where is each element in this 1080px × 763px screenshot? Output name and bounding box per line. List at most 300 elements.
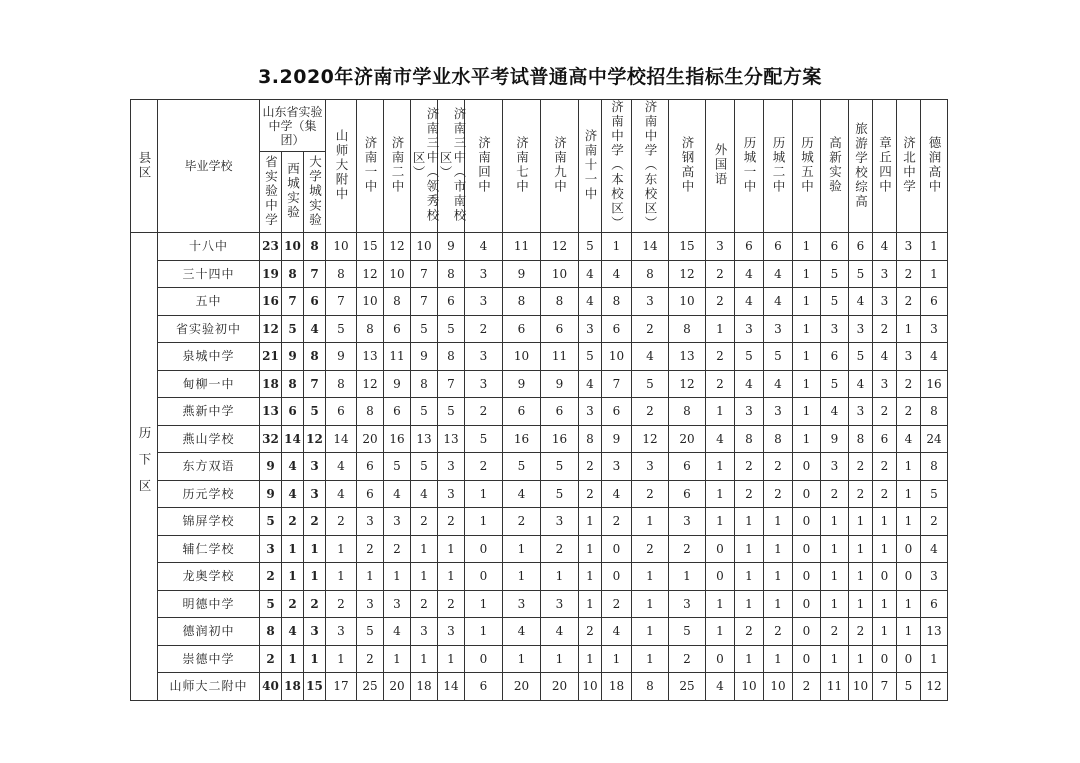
value-cell: 2: [706, 260, 735, 288]
value-cell: 11: [541, 343, 579, 371]
value-cell: 4: [282, 453, 304, 481]
value-cell: 3: [260, 535, 282, 563]
value-cell: 1: [503, 563, 541, 591]
value-cell: 0: [793, 535, 821, 563]
value-cell: 17: [326, 673, 357, 701]
value-cell: 1: [793, 288, 821, 316]
value-cell: 6: [384, 398, 411, 426]
table-row: [131, 233, 948, 261]
value-cell: 5: [921, 480, 948, 508]
value-cell: 0: [465, 535, 503, 563]
value-cell: 3: [602, 453, 632, 481]
value-cell: 4: [873, 233, 897, 261]
value-cell: 3: [849, 315, 873, 343]
col-header: 济南二中: [384, 100, 411, 233]
value-cell: 1: [602, 233, 632, 261]
value-cell: 1: [632, 645, 669, 673]
value-cell: 14: [282, 425, 304, 453]
value-cell: 25: [357, 673, 384, 701]
value-cell: 6: [503, 315, 541, 343]
value-cell: 14: [632, 233, 669, 261]
value-cell: 16: [384, 425, 411, 453]
value-cell: 14: [438, 673, 465, 701]
value-cell: 0: [793, 453, 821, 481]
value-cell: 11: [503, 233, 541, 261]
value-cell: 1: [735, 590, 764, 618]
value-cell: 5: [438, 398, 465, 426]
value-cell: 1: [579, 563, 602, 591]
table-row: [131, 288, 948, 316]
value-cell: 5: [669, 618, 706, 646]
value-cell: 5: [764, 343, 793, 371]
value-cell: 3: [821, 315, 849, 343]
value-cell: 2: [821, 618, 849, 646]
value-cell: 5: [384, 453, 411, 481]
value-cell: 5: [579, 233, 602, 261]
district-header: 县区: [131, 100, 158, 233]
value-cell: 8: [357, 315, 384, 343]
value-cell: 5: [503, 453, 541, 481]
value-cell: 1: [793, 233, 821, 261]
value-cell: 15: [304, 673, 326, 701]
value-cell: 3: [921, 563, 948, 591]
value-cell: 1: [326, 535, 357, 563]
value-cell: 14: [326, 425, 357, 453]
value-cell: 6: [873, 425, 897, 453]
value-cell: 1: [282, 563, 304, 591]
value-cell: 8: [304, 343, 326, 371]
value-cell: 12: [541, 233, 579, 261]
value-cell: 4: [873, 343, 897, 371]
group-sub-header: 大学城实验: [304, 152, 326, 233]
school-name-cell: 东方双语: [158, 453, 260, 481]
value-cell: 2: [821, 480, 849, 508]
value-cell: 1: [632, 618, 669, 646]
value-cell: 0: [873, 563, 897, 591]
value-cell: 2: [579, 453, 602, 481]
value-cell: 3: [579, 315, 602, 343]
value-cell: 6: [541, 315, 579, 343]
value-cell: 25: [669, 673, 706, 701]
table-row: [131, 563, 948, 591]
value-cell: 12: [921, 673, 948, 701]
value-cell: 2: [735, 480, 764, 508]
value-cell: 5: [541, 480, 579, 508]
value-cell: 3: [921, 315, 948, 343]
value-cell: 8: [438, 260, 465, 288]
value-cell: 9: [326, 343, 357, 371]
value-cell: 8: [541, 288, 579, 316]
value-cell: 2: [897, 260, 921, 288]
value-cell: 2: [849, 618, 873, 646]
value-cell: 13: [669, 343, 706, 371]
value-cell: 1: [326, 563, 357, 591]
col-header: 章丘四中: [873, 100, 897, 233]
value-cell: 3: [465, 370, 503, 398]
value-cell: 8: [632, 260, 669, 288]
value-cell: 4: [282, 480, 304, 508]
value-cell: 8: [326, 260, 357, 288]
school-name-cell: 省实验初中: [158, 315, 260, 343]
table-row: [131, 370, 948, 398]
value-cell: 21: [260, 343, 282, 371]
value-cell: 1: [735, 645, 764, 673]
value-cell: 2: [632, 535, 669, 563]
value-cell: 0: [793, 480, 821, 508]
value-cell: 2: [326, 590, 357, 618]
col-header: 济南中学（本校区）: [602, 100, 632, 233]
col-header: 济南中学（东校区）: [632, 100, 669, 233]
value-cell: 5: [897, 673, 921, 701]
value-cell: 3: [304, 618, 326, 646]
table-row: [131, 453, 948, 481]
value-cell: 2: [764, 453, 793, 481]
value-cell: 3: [764, 398, 793, 426]
value-cell: 1: [764, 535, 793, 563]
value-cell: 10: [384, 260, 411, 288]
value-cell: 6: [821, 343, 849, 371]
value-cell: 1: [465, 508, 503, 536]
value-cell: 1: [821, 563, 849, 591]
school-name-cell: 锦屏学校: [158, 508, 260, 536]
value-cell: 4: [706, 425, 735, 453]
value-cell: 7: [602, 370, 632, 398]
value-cell: 10: [411, 233, 438, 261]
value-cell: 3: [735, 398, 764, 426]
table-row: [131, 398, 948, 426]
value-cell: 3: [849, 398, 873, 426]
value-cell: 13: [357, 343, 384, 371]
value-cell: 1: [735, 535, 764, 563]
value-cell: 1: [764, 563, 793, 591]
value-cell: 9: [821, 425, 849, 453]
value-cell: 2: [706, 370, 735, 398]
value-cell: 10: [764, 673, 793, 701]
value-cell: 4: [921, 535, 948, 563]
value-cell: 2: [602, 590, 632, 618]
table-row: [131, 508, 948, 536]
value-cell: 1: [821, 590, 849, 618]
value-cell: 4: [735, 260, 764, 288]
value-cell: 4: [541, 618, 579, 646]
value-cell: 1: [849, 563, 873, 591]
value-cell: 1: [706, 480, 735, 508]
value-cell: 1: [873, 508, 897, 536]
col-header: 外国语: [706, 100, 735, 233]
value-cell: 11: [821, 673, 849, 701]
value-cell: 4: [579, 260, 602, 288]
col-header: 济南一中: [357, 100, 384, 233]
col-header: 济南七中: [503, 100, 541, 233]
value-cell: 3: [541, 590, 579, 618]
value-cell: 1: [465, 480, 503, 508]
value-cell: 1: [411, 535, 438, 563]
school-name-cell: 山师大二附中: [158, 673, 260, 701]
value-cell: 9: [260, 480, 282, 508]
school-name-cell: 历元学校: [158, 480, 260, 508]
value-cell: 1: [897, 315, 921, 343]
col-header: 济北中学: [897, 100, 921, 233]
value-cell: 0: [897, 535, 921, 563]
value-cell: 7: [304, 370, 326, 398]
value-cell: 3: [503, 590, 541, 618]
value-cell: 4: [821, 398, 849, 426]
value-cell: 3: [357, 508, 384, 536]
value-cell: 0: [897, 645, 921, 673]
value-cell: 5: [326, 315, 357, 343]
col-header: 德润高中: [921, 100, 948, 233]
value-cell: 12: [260, 315, 282, 343]
district-cell: 历下区: [131, 233, 158, 701]
value-cell: 6: [282, 398, 304, 426]
col-header: 历城五中: [793, 100, 821, 233]
value-cell: 9: [384, 370, 411, 398]
value-cell: 10: [282, 233, 304, 261]
value-cell: 3: [873, 288, 897, 316]
value-cell: 13: [438, 425, 465, 453]
value-cell: 1: [706, 398, 735, 426]
value-cell: 15: [669, 233, 706, 261]
school-name-cell: 泉城中学: [158, 343, 260, 371]
value-cell: 8: [357, 398, 384, 426]
value-cell: 1: [793, 398, 821, 426]
value-cell: 2: [357, 535, 384, 563]
school-header: 毕业学校: [158, 100, 260, 233]
value-cell: 18: [260, 370, 282, 398]
value-cell: 7: [326, 288, 357, 316]
value-cell: 4: [602, 618, 632, 646]
value-cell: 2: [873, 315, 897, 343]
value-cell: 1: [897, 618, 921, 646]
value-cell: 4: [411, 480, 438, 508]
value-cell: 6: [669, 480, 706, 508]
value-cell: 3: [438, 453, 465, 481]
value-cell: 16: [541, 425, 579, 453]
group-sub-header: 西城实验: [282, 152, 304, 233]
value-cell: 23: [260, 233, 282, 261]
allocation-table: [130, 99, 948, 701]
value-cell: 10: [579, 673, 602, 701]
value-cell: 6: [357, 453, 384, 481]
value-cell: 4: [602, 260, 632, 288]
value-cell: 8: [579, 425, 602, 453]
table-row: [131, 535, 948, 563]
value-cell: 2: [465, 315, 503, 343]
value-cell: 8: [669, 315, 706, 343]
value-cell: 4: [465, 233, 503, 261]
value-cell: 2: [849, 453, 873, 481]
value-cell: 6: [384, 315, 411, 343]
value-cell: 3: [873, 370, 897, 398]
value-cell: 8: [849, 425, 873, 453]
value-cell: 3: [632, 288, 669, 316]
value-cell: 3: [579, 398, 602, 426]
value-cell: 0: [706, 645, 735, 673]
value-cell: 5: [541, 453, 579, 481]
value-cell: 4: [849, 370, 873, 398]
value-cell: 10: [326, 233, 357, 261]
value-cell: 8: [764, 425, 793, 453]
value-cell: 1: [282, 535, 304, 563]
page-title: 3.2020年济南市学业水平考试普通高中学校招生指标生分配方案: [258, 66, 822, 88]
value-cell: 0: [602, 535, 632, 563]
value-cell: 0: [465, 563, 503, 591]
value-cell: 5: [260, 590, 282, 618]
value-cell: 4: [579, 370, 602, 398]
school-name-cell: 燕山学校: [158, 425, 260, 453]
value-cell: 0: [793, 590, 821, 618]
value-cell: 0: [465, 645, 503, 673]
col-header: 旅游学校综高: [849, 100, 873, 233]
value-cell: 1: [821, 645, 849, 673]
value-cell: 9: [411, 343, 438, 371]
value-cell: 1: [706, 453, 735, 481]
value-cell: 1: [632, 508, 669, 536]
value-cell: 1: [503, 535, 541, 563]
value-cell: 18: [411, 673, 438, 701]
table-row: [131, 673, 948, 701]
value-cell: 13: [921, 618, 948, 646]
value-cell: 1: [706, 618, 735, 646]
value-cell: 2: [632, 398, 669, 426]
value-cell: 5: [821, 260, 849, 288]
col-header: 历城一中: [735, 100, 764, 233]
value-cell: 1: [735, 563, 764, 591]
value-cell: 0: [793, 618, 821, 646]
school-name-cell: 五中: [158, 288, 260, 316]
value-cell: 6: [849, 233, 873, 261]
value-cell: 7: [411, 260, 438, 288]
value-cell: 4: [632, 343, 669, 371]
value-cell: 2: [793, 673, 821, 701]
value-cell: 8: [326, 370, 357, 398]
value-cell: 4: [921, 343, 948, 371]
value-cell: 2: [921, 508, 948, 536]
value-cell: 8: [438, 343, 465, 371]
value-cell: 10: [735, 673, 764, 701]
value-cell: 4: [735, 288, 764, 316]
value-cell: 2: [735, 618, 764, 646]
col-header: 济南十一中: [579, 100, 602, 233]
value-cell: 1: [669, 563, 706, 591]
value-cell: 2: [304, 508, 326, 536]
value-cell: 2: [764, 480, 793, 508]
value-cell: 3: [465, 288, 503, 316]
value-cell: 8: [282, 370, 304, 398]
school-name-cell: 燕新中学: [158, 398, 260, 426]
value-cell: 4: [384, 480, 411, 508]
table-row: [131, 618, 948, 646]
value-cell: 1: [921, 645, 948, 673]
value-cell: 5: [411, 453, 438, 481]
value-cell: 2: [260, 563, 282, 591]
value-cell: 4: [897, 425, 921, 453]
value-cell: 5: [304, 398, 326, 426]
value-cell: 5: [849, 343, 873, 371]
value-cell: 6: [304, 288, 326, 316]
value-cell: 3: [669, 508, 706, 536]
value-cell: 7: [438, 370, 465, 398]
value-cell: 32: [260, 425, 282, 453]
value-cell: 6: [764, 233, 793, 261]
school-name-cell: 龙奥学校: [158, 563, 260, 591]
value-cell: 2: [602, 508, 632, 536]
value-cell: 12: [304, 425, 326, 453]
value-cell: 4: [503, 480, 541, 508]
value-cell: 4: [282, 618, 304, 646]
value-cell: 1: [438, 535, 465, 563]
value-cell: 2: [579, 480, 602, 508]
value-cell: 3: [384, 590, 411, 618]
value-cell: 2: [438, 508, 465, 536]
value-cell: 4: [849, 288, 873, 316]
value-cell: 2: [897, 370, 921, 398]
value-cell: 1: [411, 645, 438, 673]
value-cell: 3: [465, 260, 503, 288]
value-cell: 9: [541, 370, 579, 398]
value-cell: 1: [764, 645, 793, 673]
value-cell: 1: [873, 618, 897, 646]
table-row: [131, 425, 948, 453]
value-cell: 10: [669, 288, 706, 316]
value-cell: 10: [602, 343, 632, 371]
value-cell: 1: [465, 618, 503, 646]
col-header: 济南三中（领秀校区）: [411, 100, 438, 233]
value-cell: 2: [873, 480, 897, 508]
value-cell: 8: [282, 260, 304, 288]
value-cell: 2: [411, 508, 438, 536]
school-name-cell: 十八中: [158, 233, 260, 261]
value-cell: 1: [821, 508, 849, 536]
value-cell: 1: [849, 645, 873, 673]
value-cell: 2: [384, 535, 411, 563]
value-cell: 1: [384, 563, 411, 591]
value-cell: 4: [326, 453, 357, 481]
value-cell: 9: [260, 453, 282, 481]
value-cell: 3: [821, 453, 849, 481]
value-cell: 8: [921, 453, 948, 481]
value-cell: 4: [304, 315, 326, 343]
value-cell: 20: [669, 425, 706, 453]
value-cell: 2: [579, 618, 602, 646]
value-cell: 6: [465, 673, 503, 701]
value-cell: 2: [465, 398, 503, 426]
value-cell: 20: [541, 673, 579, 701]
value-cell: 1: [897, 590, 921, 618]
value-cell: 1: [357, 563, 384, 591]
value-cell: 3: [632, 453, 669, 481]
col-header: 高新实验: [821, 100, 849, 233]
value-cell: 2: [897, 288, 921, 316]
table-row: [131, 343, 948, 371]
col-header: 济钢高中: [669, 100, 706, 233]
value-cell: 1: [632, 563, 669, 591]
table-row: [131, 260, 948, 288]
value-cell: 1: [706, 590, 735, 618]
value-cell: 1: [282, 645, 304, 673]
value-cell: 1: [579, 645, 602, 673]
value-cell: 7: [873, 673, 897, 701]
value-cell: 3: [304, 480, 326, 508]
value-cell: 8: [503, 288, 541, 316]
value-cell: 1: [384, 645, 411, 673]
col-header: 历城二中: [764, 100, 793, 233]
value-cell: 2: [873, 398, 897, 426]
value-cell: 8: [411, 370, 438, 398]
value-cell: 6: [602, 315, 632, 343]
value-cell: 4: [326, 480, 357, 508]
value-cell: 18: [282, 673, 304, 701]
